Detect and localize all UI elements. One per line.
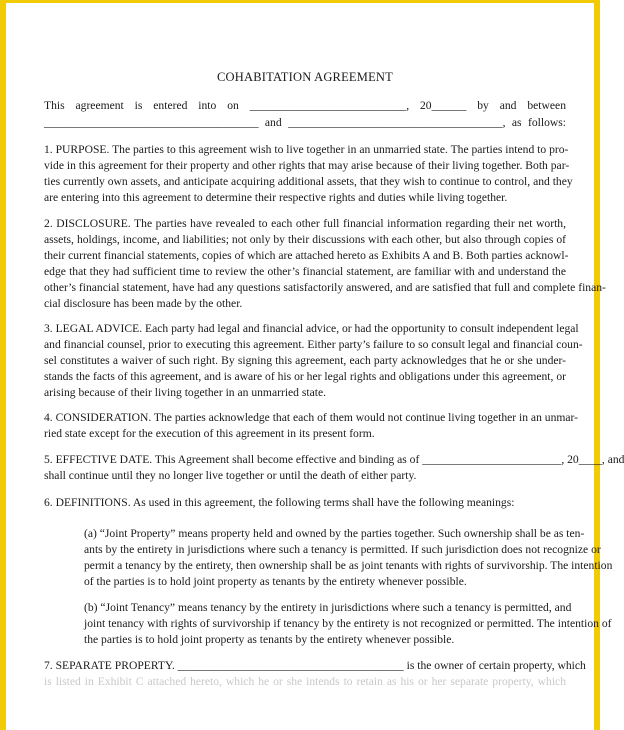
text-line: and financial counsel, prior to executing this agreement. Either party’s failure to so consult legal and financial coun- — [44, 338, 583, 351]
text-line: is listed in Exhibit C attached hereto, which he or she intends to retain as his or her separate property, which — [44, 675, 566, 688]
text-line: other’s financial statement, have had any questions satisfactorily answered, and are satisfied that full and complete finan- — [44, 281, 606, 294]
text-line: 5. EFFECTIVE DATE. This Agreement shall become effective and binding as of ________________________, 20____, and — [44, 453, 624, 466]
text-line: 2. DISCLOSURE. The parties have revealed to each other full financial information regarding their net worth, — [44, 217, 566, 230]
text-line: the parties is to hold joint property as tenants by the entirety whenever possible. — [84, 633, 455, 646]
text-line: _____________________________________ and _____________________________________, as follows: — [44, 116, 566, 129]
text-line: ried state except for the execution of this agreement in its present form. — [44, 427, 375, 440]
text-line: assets, holdings, income, and liabilities; not only by their discussions with each other, but also through copies of — [44, 233, 566, 246]
document-title: COHABITATION AGREEMENT — [217, 70, 393, 84]
text-line: of the parties is to hold joint property as tenants by the entirety whenever possible. — [84, 575, 467, 588]
text-line: (a) “Joint Property” means property held and owned by the parties together. Such ownership shall be as ten- — [84, 527, 585, 540]
text-line: ants by the entirety in jurisdictions where such a tenancy is permitted. If such jurisdiction does not recognize or — [84, 543, 601, 556]
text-line: stands the facts of this agreement, and is aware of his or her legal rights and obligations under this agreement, or — [44, 370, 566, 383]
text-line: their current financial statements, copies of which are attached hereto as Exhibits A and B. Both parties acknowl- — [44, 249, 569, 262]
text-line: 4. CONSIDERATION. The parties acknowledge that each of them would not continue living together in an unmar- — [44, 411, 579, 424]
text-line: 1. PURPOSE. The parties to this agreement wish to live together in an unmarried state. The parties intend to pro- — [44, 143, 569, 156]
text-line: edge that they had sufficient time to review the other’s financial statement, are familiar with and understand the — [44, 265, 566, 278]
text-line: vide in this agreement for their property and other rights that may arise because of their living together. Both par- — [44, 159, 570, 172]
text-line: ties currently own assets, and anticipate acquiring additional assets, that they wish to continue to control, and they — [44, 175, 573, 188]
text-line: 7. SEPARATE PROPERTY. _______________________________________ is the owner of certain property, which — [44, 659, 586, 672]
text-line: arising because of their living together in an unmarried state. — [44, 386, 327, 399]
text-line: are entering into this agreement to determine their respective rights and duties while living together. — [44, 191, 508, 204]
text-line: shall continue until they no longer live together or until the death of either party. — [44, 469, 417, 482]
text-line: joint tenancy with rights of survivorship if tenancy by the entirety is not recognized or permitted. The intention of — [84, 617, 612, 630]
text-line: cial disclosure has been made by the other. — [44, 297, 243, 310]
text-line: This agreement is entered into on ___________________________, 20______ by and between — [44, 99, 566, 112]
text-line: (b) “Joint Tenancy” means tenancy by the entirety in jurisdictions where such a tenancy is permitted, and — [84, 601, 572, 614]
text-line: sel constitutes a waiver of such right. By signing this agreement, each party acknowledges that he or she under- — [44, 354, 566, 367]
text-line: 6. DEFINITIONS. As used in this agreement, the following terms shall have the following meanings: — [44, 496, 515, 509]
text-line: permit a tenancy by the entirety, then ownership shall be as joint tenants with rights of survivorship. The intention — [84, 559, 613, 572]
text-line: 3. LEGAL ADVICE. Each party had legal and financial advice, or had the opportunity to consult independent legal — [44, 322, 579, 335]
